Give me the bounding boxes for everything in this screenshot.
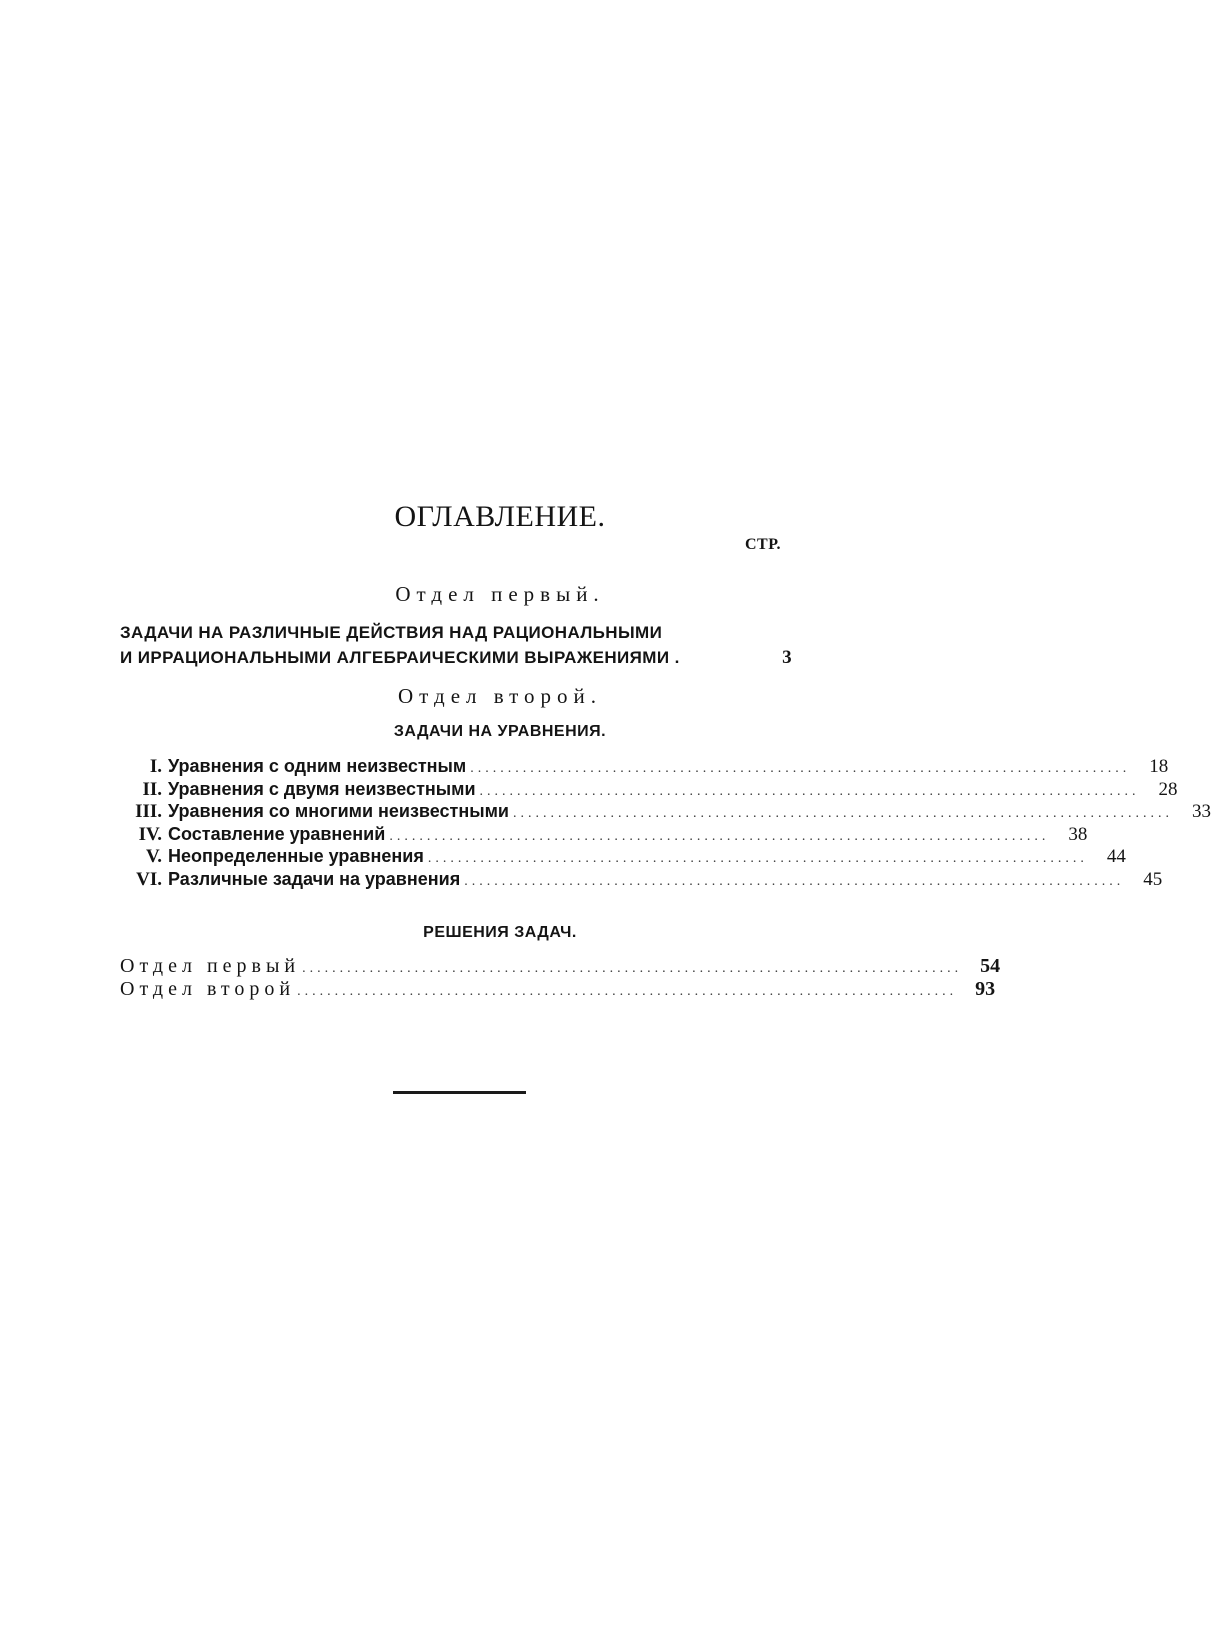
chapter-title: Различные задачи на уравнения: [168, 868, 461, 889]
dot-leader: ........................................................................................: [389, 828, 1050, 844]
chapter-title: Уравнения со многими неизвестными: [168, 801, 509, 821]
part-one-line-2-row: [120, 645, 792, 670]
chapter-title: Уравнения с двумя неизвестными: [168, 778, 476, 799]
chapter-title: Неопределенные уравнения: [168, 846, 424, 866]
part-one-heading: Отдел первый.: [395, 582, 605, 606]
chapter-page: 33: [1192, 801, 1211, 822]
chapter-page: 38: [1068, 823, 1088, 845]
solution-row: [120, 955, 1001, 978]
chapter-row: [120, 778, 1178, 802]
solution-title: Отдел второй: [120, 978, 296, 1000]
dot-leader: ........................................................................................: [464, 873, 1125, 889]
dot-leader: ........................................................................................: [513, 806, 1173, 821]
part-one-entry: [120, 620, 792, 670]
chapter-number: V.: [145, 846, 162, 867]
solution-title: Отдел первый: [120, 955, 301, 977]
chapter-number: IV.: [138, 823, 162, 845]
dot-leader: ........................................................................................: [470, 761, 1131, 776]
chapter-row: [120, 868, 1163, 892]
solution-page: 54: [980, 955, 1001, 977]
chapter-row: [120, 801, 1211, 824]
chapter-list: [120, 756, 1211, 891]
part-one-line-1: ЗАДАЧИ НА РАЗЛИЧНЫЕ ДЕЙСТВИЯ НАД РАЦИОНАЛЬНЫМИ: [120, 623, 663, 642]
page-column-label: СТР.: [745, 536, 781, 553]
chapter-number: II.: [142, 778, 162, 800]
solutions-list: [120, 955, 1001, 1001]
chapter-title: Уравнения с одним неизвестным: [168, 756, 467, 776]
part-two-heading: Отдел второй.: [397, 684, 603, 708]
chapter-number: I.: [149, 756, 162, 777]
chapter-page: 44: [1106, 846, 1126, 867]
part-one-page: 3: [782, 647, 792, 668]
dot-leader: ........................................................................................: [427, 851, 1088, 866]
chapter-row: [120, 823, 1088, 847]
chapter-row: [120, 846, 1126, 869]
chapter-page: 28: [1158, 778, 1178, 800]
closing-rule: [393, 1091, 526, 1094]
chapter-page: 45: [1143, 868, 1163, 890]
chapter-number: VI.: [136, 868, 162, 890]
dot-leader: ........................................................................................: [302, 961, 963, 976]
chapter-title: Составление уравнений: [168, 823, 386, 844]
solutions-heading: РЕШЕНИЯ ЗАДАЧ.: [423, 924, 577, 941]
solution-row: [120, 978, 996, 1001]
part-two-subheading: ЗАДАЧИ НА УРАВНЕНИЯ.: [393, 723, 607, 740]
chapter-row: [120, 756, 1169, 779]
solution-page: 93: [975, 978, 996, 1000]
dot-leader: ........................................................................................: [479, 783, 1140, 799]
dot-leader: ........................................................................................: [297, 984, 958, 999]
chapter-number: III.: [135, 801, 162, 822]
page-title: ОГЛАВЛЕНИЕ.: [394, 500, 606, 533]
chapter-page: 18: [1149, 756, 1169, 777]
part-one-line-2: И ИРРАЦИОНАЛЬНЫМИ АЛГЕБРАИЧЕСКИМИ ВЫРАЖЕНИЯМИ .: [120, 648, 680, 667]
